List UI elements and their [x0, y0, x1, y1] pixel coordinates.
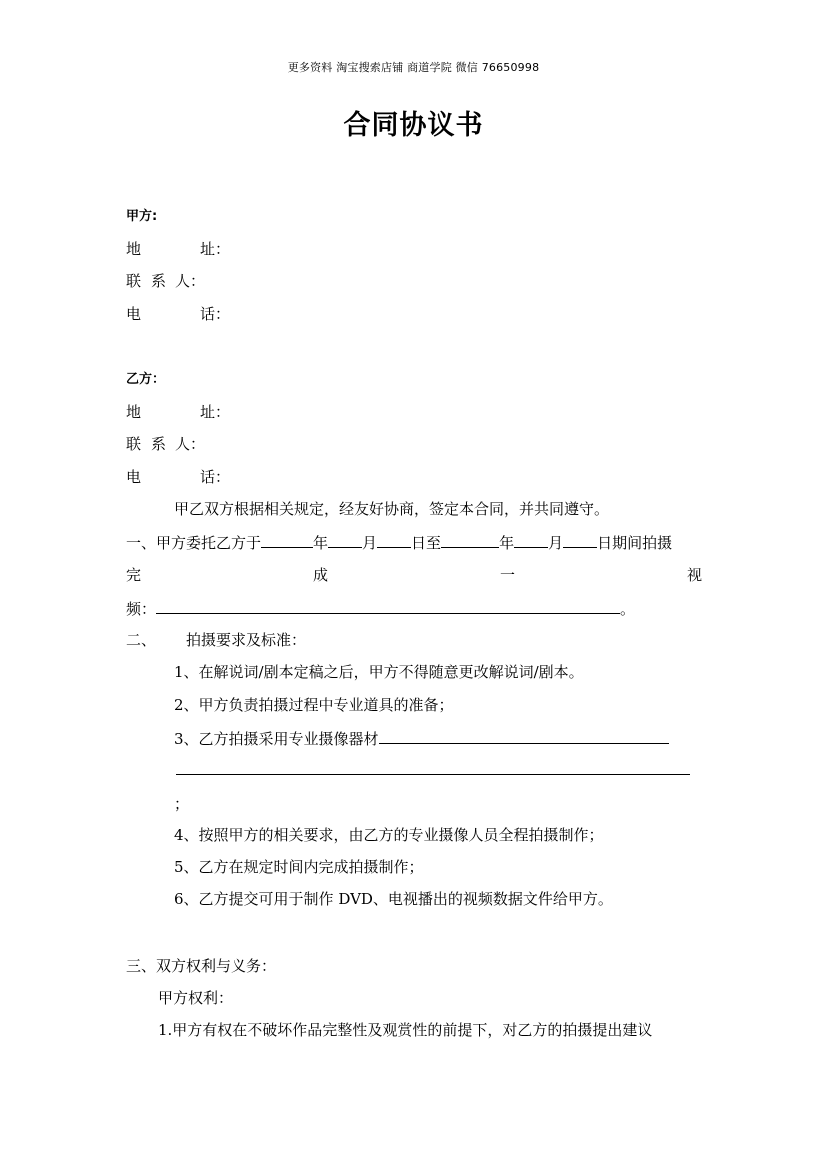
address-char-2: 址：: [200, 240, 231, 258]
section-1-video-line: [126, 598, 635, 619]
party-a-phone: [126, 304, 230, 324]
justify-char-4: 视: [686, 566, 702, 584]
party-b-label: 乙方：: [126, 372, 166, 387]
section-2-heading: 拍摄要求及标准：: [186, 631, 307, 649]
video-label: 频：: [126, 600, 157, 618]
s1-text-5: 年: [499, 534, 515, 552]
blank-equipment[interactable]: [379, 728, 669, 744]
section-2-item-4: 4、按照甲方的相关要求，由乙方的专业摄像人员全程拍摄制作；: [174, 826, 604, 844]
contact-char-1: 联: [126, 272, 142, 290]
s1-text-4: 日至: [411, 534, 442, 552]
s1-text-2: 年: [313, 534, 329, 552]
section-1-line: [126, 532, 672, 553]
section-2-item-2: 2、甲方负责拍摄过程中专业道具的准备；: [174, 696, 454, 714]
section-1-justified-line: [126, 565, 702, 585]
party-a-label: 甲方:: [126, 209, 158, 224]
contact-char-3: 人：: [175, 272, 206, 290]
blank-end-month[interactable]: [514, 532, 548, 548]
phone-char-2: 话：: [200, 305, 231, 323]
party-a-address: [126, 239, 230, 259]
section-3-item-1: 1.甲方有权在不破坏作品完整性及观赏性的前提下，对乙方的拍摄提出建议: [158, 1021, 653, 1039]
section-2-item-3-end: ；: [174, 795, 190, 813]
intro-paragraph: 甲乙双方根据相关规定，经友好协商，签定本合同，并共同遵守。: [174, 500, 610, 518]
address-char-1: 地: [126, 240, 142, 258]
contact-char-2: 系: [151, 272, 167, 290]
address-char-2: 址：: [200, 403, 231, 421]
document-title: 合同协议书: [343, 110, 484, 141]
party-b-contact: [126, 434, 205, 454]
justify-char-3: 一: [499, 566, 515, 584]
section-3-heading: 三、双方权利与义务：: [126, 957, 277, 975]
justify-char-2: 成: [312, 566, 328, 584]
contact-char-2: 系: [151, 435, 167, 453]
party-b-address: [126, 402, 230, 422]
justify-char-1: 完: [126, 566, 142, 584]
item-3-text: 3、乙方拍摄采用专业摄像器材: [174, 730, 379, 748]
blank-start-day[interactable]: [377, 532, 411, 548]
header-note: 更多资料 淘宝搜索店铺 商道学院 微信 76650998: [287, 61, 540, 74]
blank-end-year[interactable]: [441, 532, 499, 548]
blank-end-day[interactable]: [563, 532, 597, 548]
section-3-subheading: 甲方权利：: [158, 989, 234, 1007]
video-end: 。: [620, 600, 636, 618]
contact-char-1: 联: [126, 435, 142, 453]
phone-char-1: 电: [126, 305, 142, 323]
section-2-item-3: [174, 728, 669, 749]
section-2-item-1: 1、在解说词/剧本定稿之后，甲方不得随意更改解说词/剧本。: [174, 663, 584, 681]
s1-text-6: 月: [548, 534, 564, 552]
contact-char-3: 人：: [175, 435, 206, 453]
blank-start-month[interactable]: [328, 532, 362, 548]
phone-char-1: 电: [126, 468, 142, 486]
blank-start-year[interactable]: [261, 532, 313, 548]
s1-text-7: 日期间拍摄: [597, 534, 673, 552]
section-2-item-6: 6、乙方提交可用于制作 DVD、电视播出的视频数据文件给甲方。: [174, 890, 613, 908]
blank-video-description[interactable]: [156, 598, 620, 614]
s1-text-3: 月: [362, 534, 378, 552]
party-b-phone: [126, 467, 230, 487]
party-a-contact: [126, 271, 205, 291]
section-2-item-5: 5、乙方在规定时间内完成拍摄制作；: [174, 858, 424, 876]
blank-equipment-continued[interactable]: [176, 774, 690, 775]
s1-text-1: 一、甲方委托乙方于: [126, 534, 262, 552]
phone-char-2: 话：: [200, 468, 231, 486]
section-2-number: 二、: [126, 631, 157, 649]
address-char-1: 地: [126, 403, 142, 421]
